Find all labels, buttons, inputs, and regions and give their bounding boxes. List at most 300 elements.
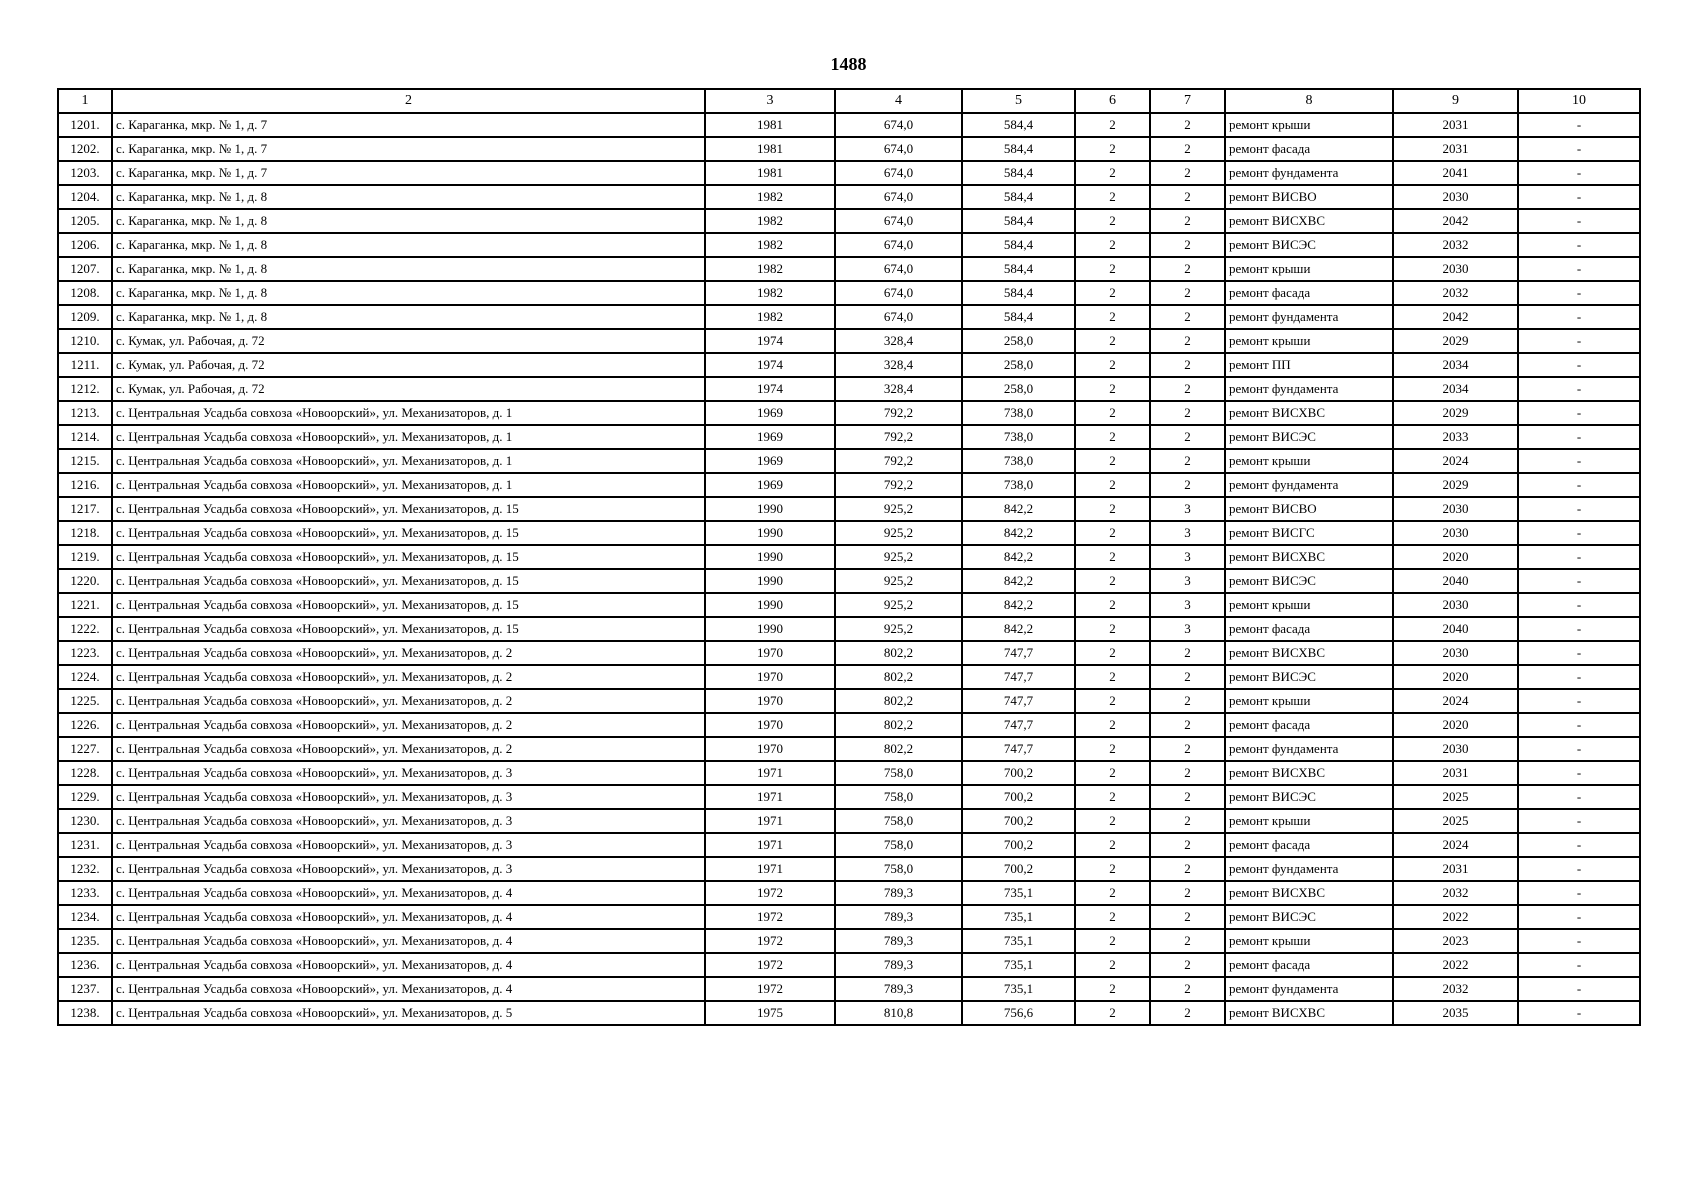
note-cell: - (1518, 737, 1640, 761)
planned-year-cell: 2031 (1393, 113, 1518, 137)
entrances-cell: 2 (1150, 473, 1225, 497)
row-number-cell: 1202. (58, 137, 112, 161)
row-number-cell: 1212. (58, 377, 112, 401)
entrances-cell: 2 (1150, 761, 1225, 785)
total-area-cell: 758,0 (835, 833, 962, 857)
work-type-cell: ремонт фасада (1225, 953, 1393, 977)
total-area-cell: 789,3 (835, 905, 962, 929)
column-header: 3 (705, 89, 835, 113)
table-row (58, 569, 1640, 593)
total-area-cell: 925,2 (835, 593, 962, 617)
planned-year-cell: 2035 (1393, 1001, 1518, 1025)
column-header: 10 (1518, 89, 1640, 113)
total-area-cell: 925,2 (835, 545, 962, 569)
living-area-cell: 258,0 (962, 377, 1075, 401)
note-cell: - (1518, 905, 1640, 929)
year-built-cell: 1972 (705, 905, 835, 929)
note-cell: - (1518, 425, 1640, 449)
work-type-cell: ремонт фасада (1225, 617, 1393, 641)
living-area-cell: 584,4 (962, 233, 1075, 257)
living-area-cell: 747,7 (962, 737, 1075, 761)
planned-year-cell: 2030 (1393, 521, 1518, 545)
entrances-cell: 2 (1150, 905, 1225, 929)
entrances-cell: 3 (1150, 545, 1225, 569)
total-area-cell: 758,0 (835, 761, 962, 785)
living-area-cell: 735,1 (962, 881, 1075, 905)
table-row (58, 425, 1640, 449)
note-cell: - (1518, 641, 1640, 665)
address-cell: с. Центральная Усадьба совхоза «Новоорский», ул. Механизаторов, д. 4 (112, 905, 705, 929)
living-area-cell: 738,0 (962, 449, 1075, 473)
work-type-cell: ремонт ВИСХВС (1225, 761, 1393, 785)
table-row (58, 185, 1640, 209)
work-type-cell: ремонт крыши (1225, 113, 1393, 137)
table-row (58, 329, 1640, 353)
row-number-cell: 1208. (58, 281, 112, 305)
year-built-cell: 1974 (705, 353, 835, 377)
table-row (58, 233, 1640, 257)
planned-year-cell: 2024 (1393, 833, 1518, 857)
work-type-cell: ремонт ПП (1225, 353, 1393, 377)
table-row (58, 977, 1640, 1001)
floors-cell: 2 (1075, 209, 1150, 233)
floors-cell: 2 (1075, 929, 1150, 953)
floors-cell: 2 (1075, 761, 1150, 785)
floors-cell: 2 (1075, 113, 1150, 137)
floors-cell: 2 (1075, 641, 1150, 665)
entrances-cell: 2 (1150, 689, 1225, 713)
planned-year-cell: 2029 (1393, 329, 1518, 353)
living-area-cell: 584,4 (962, 161, 1075, 185)
planned-year-cell: 2025 (1393, 785, 1518, 809)
living-area-cell: 700,2 (962, 809, 1075, 833)
total-area-cell: 758,0 (835, 785, 962, 809)
entrances-cell: 2 (1150, 449, 1225, 473)
address-cell: с. Центральная Усадьба совхоза «Новоорский», ул. Механизаторов, д. 4 (112, 929, 705, 953)
entrances-cell: 2 (1150, 809, 1225, 833)
row-number-cell: 1218. (58, 521, 112, 545)
floors-cell: 2 (1075, 257, 1150, 281)
year-built-cell: 1972 (705, 881, 835, 905)
work-type-cell: ремонт ВИСВО (1225, 185, 1393, 209)
total-area-cell: 925,2 (835, 521, 962, 545)
year-built-cell: 1990 (705, 569, 835, 593)
entrances-cell: 2 (1150, 833, 1225, 857)
planned-year-cell: 2030 (1393, 185, 1518, 209)
planned-year-cell: 2030 (1393, 257, 1518, 281)
note-cell: - (1518, 809, 1640, 833)
table-row (58, 113, 1640, 137)
table-row (58, 305, 1640, 329)
living-area-cell: 738,0 (962, 425, 1075, 449)
column-header: 8 (1225, 89, 1393, 113)
table-row (58, 353, 1640, 377)
floors-cell: 2 (1075, 1001, 1150, 1025)
address-cell: с. Центральная Усадьба совхоза «Новоорский», ул. Механизаторов, д. 1 (112, 473, 705, 497)
address-cell: с. Центральная Усадьба совхоза «Новоорский», ул. Механизаторов, д. 15 (112, 593, 705, 617)
living-area-cell: 747,7 (962, 689, 1075, 713)
total-area-cell: 789,3 (835, 953, 962, 977)
entrances-cell: 2 (1150, 137, 1225, 161)
row-number-cell: 1204. (58, 185, 112, 209)
floors-cell: 2 (1075, 809, 1150, 833)
table-row (58, 377, 1640, 401)
row-number-cell: 1214. (58, 425, 112, 449)
column-header: 9 (1393, 89, 1518, 113)
planned-year-cell: 2029 (1393, 401, 1518, 425)
work-type-cell: ремонт ВИСХВС (1225, 1001, 1393, 1025)
living-area-cell: 842,2 (962, 497, 1075, 521)
row-number-cell: 1238. (58, 1001, 112, 1025)
planned-year-cell: 2032 (1393, 233, 1518, 257)
row-number-cell: 1201. (58, 113, 112, 137)
living-area-cell: 584,4 (962, 137, 1075, 161)
row-number-cell: 1223. (58, 641, 112, 665)
planned-year-cell: 2022 (1393, 953, 1518, 977)
table-body (58, 113, 1640, 1025)
work-type-cell: ремонт ВИСЭС (1225, 425, 1393, 449)
entrances-cell: 3 (1150, 593, 1225, 617)
year-built-cell: 1970 (705, 641, 835, 665)
living-area-cell: 738,0 (962, 401, 1075, 425)
year-built-cell: 1982 (705, 185, 835, 209)
year-built-cell: 1990 (705, 593, 835, 617)
total-area-cell: 792,2 (835, 425, 962, 449)
year-built-cell: 1970 (705, 665, 835, 689)
total-area-cell: 674,0 (835, 185, 962, 209)
year-built-cell: 1971 (705, 785, 835, 809)
address-cell: с. Кумак, ул. Рабочая, д. 72 (112, 353, 705, 377)
total-area-cell: 674,0 (835, 209, 962, 233)
floors-cell: 2 (1075, 545, 1150, 569)
note-cell: - (1518, 833, 1640, 857)
floors-cell: 2 (1075, 185, 1150, 209)
row-number-cell: 1210. (58, 329, 112, 353)
entrances-cell: 2 (1150, 737, 1225, 761)
living-area-cell: 700,2 (962, 785, 1075, 809)
entrances-cell: 2 (1150, 713, 1225, 737)
work-type-cell: ремонт фасада (1225, 137, 1393, 161)
total-area-cell: 925,2 (835, 569, 962, 593)
note-cell: - (1518, 521, 1640, 545)
year-built-cell: 1969 (705, 401, 835, 425)
living-area-cell: 756,6 (962, 1001, 1075, 1025)
entrances-cell: 2 (1150, 305, 1225, 329)
address-cell: с. Караганка, мкр. № 1, д. 8 (112, 209, 705, 233)
row-number-cell: 1205. (58, 209, 112, 233)
address-cell: с. Центральная Усадьба совхоза «Новоорский», ул. Механизаторов, д. 15 (112, 617, 705, 641)
work-type-cell: ремонт фундамента (1225, 857, 1393, 881)
note-cell: - (1518, 617, 1640, 641)
work-type-cell: ремонт фасада (1225, 281, 1393, 305)
address-cell: с. Караганка, мкр. № 1, д. 8 (112, 233, 705, 257)
column-header: 4 (835, 89, 962, 113)
floors-cell: 2 (1075, 569, 1150, 593)
note-cell: - (1518, 593, 1640, 617)
row-number-cell: 1220. (58, 569, 112, 593)
note-cell: - (1518, 929, 1640, 953)
note-cell: - (1518, 953, 1640, 977)
planned-year-cell: 2031 (1393, 761, 1518, 785)
living-area-cell: 584,4 (962, 257, 1075, 281)
work-type-cell: ремонт фундамента (1225, 977, 1393, 1001)
living-area-cell: 584,4 (962, 305, 1075, 329)
address-cell: с. Центральная Усадьба совхоза «Новоорский», ул. Механизаторов, д. 15 (112, 569, 705, 593)
year-built-cell: 1971 (705, 809, 835, 833)
entrances-cell: 2 (1150, 281, 1225, 305)
work-type-cell: ремонт фундамента (1225, 473, 1393, 497)
note-cell: - (1518, 569, 1640, 593)
living-area-cell: 735,1 (962, 977, 1075, 1001)
work-type-cell: ремонт ВИСЭС (1225, 569, 1393, 593)
total-area-cell: 674,0 (835, 257, 962, 281)
entrances-cell: 2 (1150, 977, 1225, 1001)
planned-year-cell: 2033 (1393, 425, 1518, 449)
planned-year-cell: 2032 (1393, 881, 1518, 905)
planned-year-cell: 2032 (1393, 281, 1518, 305)
table-row (58, 953, 1640, 977)
planned-year-cell: 2042 (1393, 305, 1518, 329)
work-type-cell: ремонт ВИСВО (1225, 497, 1393, 521)
year-built-cell: 1981 (705, 137, 835, 161)
table-row (58, 665, 1640, 689)
row-number-cell: 1230. (58, 809, 112, 833)
total-area-cell: 674,0 (835, 137, 962, 161)
column-header: 2 (112, 89, 705, 113)
entrances-cell: 3 (1150, 569, 1225, 593)
year-built-cell: 1981 (705, 161, 835, 185)
year-built-cell: 1990 (705, 497, 835, 521)
floors-cell: 2 (1075, 401, 1150, 425)
address-cell: с. Центральная Усадьба совхоза «Новоорский», ул. Механизаторов, д. 15 (112, 521, 705, 545)
row-number-cell: 1233. (58, 881, 112, 905)
table-row (58, 257, 1640, 281)
row-number-cell: 1203. (58, 161, 112, 185)
total-area-cell: 674,0 (835, 233, 962, 257)
entrances-cell: 2 (1150, 641, 1225, 665)
address-cell: с. Центральная Усадьба совхоза «Новоорский», ул. Механизаторов, д. 2 (112, 689, 705, 713)
address-cell: с. Кумак, ул. Рабочая, д. 72 (112, 377, 705, 401)
total-area-cell: 789,3 (835, 977, 962, 1001)
entrances-cell: 3 (1150, 617, 1225, 641)
floors-cell: 2 (1075, 521, 1150, 545)
living-area-cell: 700,2 (962, 857, 1075, 881)
address-cell: с. Центральная Усадьба совхоза «Новоорский», ул. Механизаторов, д. 3 (112, 857, 705, 881)
note-cell: - (1518, 689, 1640, 713)
year-built-cell: 1982 (705, 257, 835, 281)
total-area-cell: 758,0 (835, 857, 962, 881)
table-row (58, 617, 1640, 641)
living-area-cell: 700,2 (962, 761, 1075, 785)
row-number-cell: 1224. (58, 665, 112, 689)
floors-cell: 2 (1075, 281, 1150, 305)
row-number-cell: 1217. (58, 497, 112, 521)
address-cell: с. Центральная Усадьба совхоза «Новоорский», ул. Механизаторов, д. 15 (112, 497, 705, 521)
note-cell: - (1518, 497, 1640, 521)
living-area-cell: 258,0 (962, 329, 1075, 353)
note-cell: - (1518, 161, 1640, 185)
entrances-cell: 2 (1150, 353, 1225, 377)
note-cell: - (1518, 785, 1640, 809)
table-row (58, 737, 1640, 761)
living-area-cell: 735,1 (962, 905, 1075, 929)
living-area-cell: 747,7 (962, 641, 1075, 665)
page-number: 1488 (830, 54, 867, 74)
row-number-cell: 1222. (58, 617, 112, 641)
total-area-cell: 674,0 (835, 281, 962, 305)
total-area-cell: 810,8 (835, 1001, 962, 1025)
table-row (58, 281, 1640, 305)
year-built-cell: 1982 (705, 281, 835, 305)
row-number-cell: 1234. (58, 905, 112, 929)
year-built-cell: 1982 (705, 305, 835, 329)
row-number-cell: 1226. (58, 713, 112, 737)
year-built-cell: 1969 (705, 425, 835, 449)
table-row (58, 497, 1640, 521)
housing-repair-table (57, 88, 1641, 1026)
column-number-header-row (58, 89, 1640, 113)
column-header: 5 (962, 89, 1075, 113)
work-type-cell: ремонт ВИСЭС (1225, 665, 1393, 689)
total-area-cell: 328,4 (835, 377, 962, 401)
entrances-cell: 2 (1150, 209, 1225, 233)
work-type-cell: ремонт крыши (1225, 449, 1393, 473)
living-area-cell: 842,2 (962, 545, 1075, 569)
work-type-cell: ремонт фасада (1225, 833, 1393, 857)
note-cell: - (1518, 713, 1640, 737)
table-row (58, 809, 1640, 833)
year-built-cell: 1970 (705, 689, 835, 713)
row-number-cell: 1237. (58, 977, 112, 1001)
row-number-cell: 1225. (58, 689, 112, 713)
table-row (58, 713, 1640, 737)
planned-year-cell: 2040 (1393, 617, 1518, 641)
table-row (58, 161, 1640, 185)
total-area-cell: 925,2 (835, 497, 962, 521)
total-area-cell: 674,0 (835, 161, 962, 185)
floors-cell: 2 (1075, 497, 1150, 521)
year-built-cell: 1974 (705, 329, 835, 353)
planned-year-cell: 2042 (1393, 209, 1518, 233)
table-row (58, 785, 1640, 809)
note-cell: - (1518, 1001, 1640, 1025)
year-built-cell: 1981 (705, 113, 835, 137)
floors-cell: 2 (1075, 353, 1150, 377)
living-area-cell: 258,0 (962, 353, 1075, 377)
floors-cell: 2 (1075, 617, 1150, 641)
total-area-cell: 328,4 (835, 353, 962, 377)
floors-cell: 2 (1075, 665, 1150, 689)
work-type-cell: ремонт ВИСХВС (1225, 545, 1393, 569)
floors-cell: 2 (1075, 833, 1150, 857)
address-cell: с. Центральная Усадьба совхоза «Новоорский», ул. Механизаторов, д. 4 (112, 881, 705, 905)
year-built-cell: 1972 (705, 929, 835, 953)
year-built-cell: 1982 (705, 209, 835, 233)
address-cell: с. Центральная Усадьба совхоза «Новоорский», ул. Механизаторов, д. 5 (112, 1001, 705, 1025)
note-cell: - (1518, 449, 1640, 473)
planned-year-cell: 2030 (1393, 593, 1518, 617)
living-area-cell: 738,0 (962, 473, 1075, 497)
row-number-cell: 1232. (58, 857, 112, 881)
address-cell: с. Центральная Усадьба совхоза «Новоорский», ул. Механизаторов, д. 2 (112, 641, 705, 665)
year-built-cell: 1975 (705, 1001, 835, 1025)
planned-year-cell: 2040 (1393, 569, 1518, 593)
column-header: 1 (58, 89, 112, 113)
total-area-cell: 674,0 (835, 113, 962, 137)
column-header: 7 (1150, 89, 1225, 113)
note-cell: - (1518, 185, 1640, 209)
floors-cell: 2 (1075, 305, 1150, 329)
planned-year-cell: 2030 (1393, 737, 1518, 761)
total-area-cell: 802,2 (835, 737, 962, 761)
address-cell: с. Центральная Усадьба совхоза «Новоорский», ул. Механизаторов, д. 1 (112, 425, 705, 449)
floors-cell: 2 (1075, 977, 1150, 1001)
living-area-cell: 584,4 (962, 113, 1075, 137)
total-area-cell: 802,2 (835, 713, 962, 737)
planned-year-cell: 2034 (1393, 377, 1518, 401)
work-type-cell: ремонт фундамента (1225, 161, 1393, 185)
note-cell: - (1518, 881, 1640, 905)
note-cell: - (1518, 377, 1640, 401)
year-built-cell: 1971 (705, 833, 835, 857)
table-row (58, 137, 1640, 161)
address-cell: с. Центральная Усадьба совхоза «Новоорский», ул. Механизаторов, д. 2 (112, 665, 705, 689)
planned-year-cell: 2031 (1393, 137, 1518, 161)
year-built-cell: 1970 (705, 713, 835, 737)
entrances-cell: 2 (1150, 377, 1225, 401)
planned-year-cell: 2041 (1393, 161, 1518, 185)
address-cell: с. Центральная Усадьба совхоза «Новоорский», ул. Механизаторов, д. 3 (112, 833, 705, 857)
table-row (58, 641, 1640, 665)
row-number-cell: 1216. (58, 473, 112, 497)
note-cell: - (1518, 257, 1640, 281)
row-number-cell: 1207. (58, 257, 112, 281)
note-cell: - (1518, 137, 1640, 161)
note-cell: - (1518, 209, 1640, 233)
year-built-cell: 1969 (705, 449, 835, 473)
planned-year-cell: 2020 (1393, 713, 1518, 737)
note-cell: - (1518, 857, 1640, 881)
planned-year-cell: 2023 (1393, 929, 1518, 953)
address-cell: с. Центральная Усадьба совхоза «Новоорский», ул. Механизаторов, д. 1 (112, 449, 705, 473)
planned-year-cell: 2030 (1393, 497, 1518, 521)
entrances-cell: 2 (1150, 401, 1225, 425)
row-number-cell: 1221. (58, 593, 112, 617)
address-cell: с. Центральная Усадьба совхоза «Новоорский», ул. Механизаторов, д. 2 (112, 737, 705, 761)
year-built-cell: 1990 (705, 521, 835, 545)
entrances-cell: 2 (1150, 953, 1225, 977)
work-type-cell: ремонт фундамента (1225, 377, 1393, 401)
row-number-cell: 1227. (58, 737, 112, 761)
planned-year-cell: 2029 (1393, 473, 1518, 497)
row-number-cell: 1215. (58, 449, 112, 473)
note-cell: - (1518, 401, 1640, 425)
work-type-cell: ремонт ВИСХВС (1225, 641, 1393, 665)
floors-cell: 2 (1075, 737, 1150, 761)
floors-cell: 2 (1075, 857, 1150, 881)
living-area-cell: 842,2 (962, 569, 1075, 593)
work-type-cell: ремонт фундамента (1225, 305, 1393, 329)
table-row (58, 761, 1640, 785)
row-number-cell: 1229. (58, 785, 112, 809)
planned-year-cell: 2024 (1393, 689, 1518, 713)
note-cell: - (1518, 353, 1640, 377)
living-area-cell: 584,4 (962, 185, 1075, 209)
entrances-cell: 2 (1150, 257, 1225, 281)
entrances-cell: 2 (1150, 113, 1225, 137)
address-cell: с. Центральная Усадьба совхоза «Новоорский», ул. Механизаторов, д. 4 (112, 953, 705, 977)
table-row (58, 401, 1640, 425)
